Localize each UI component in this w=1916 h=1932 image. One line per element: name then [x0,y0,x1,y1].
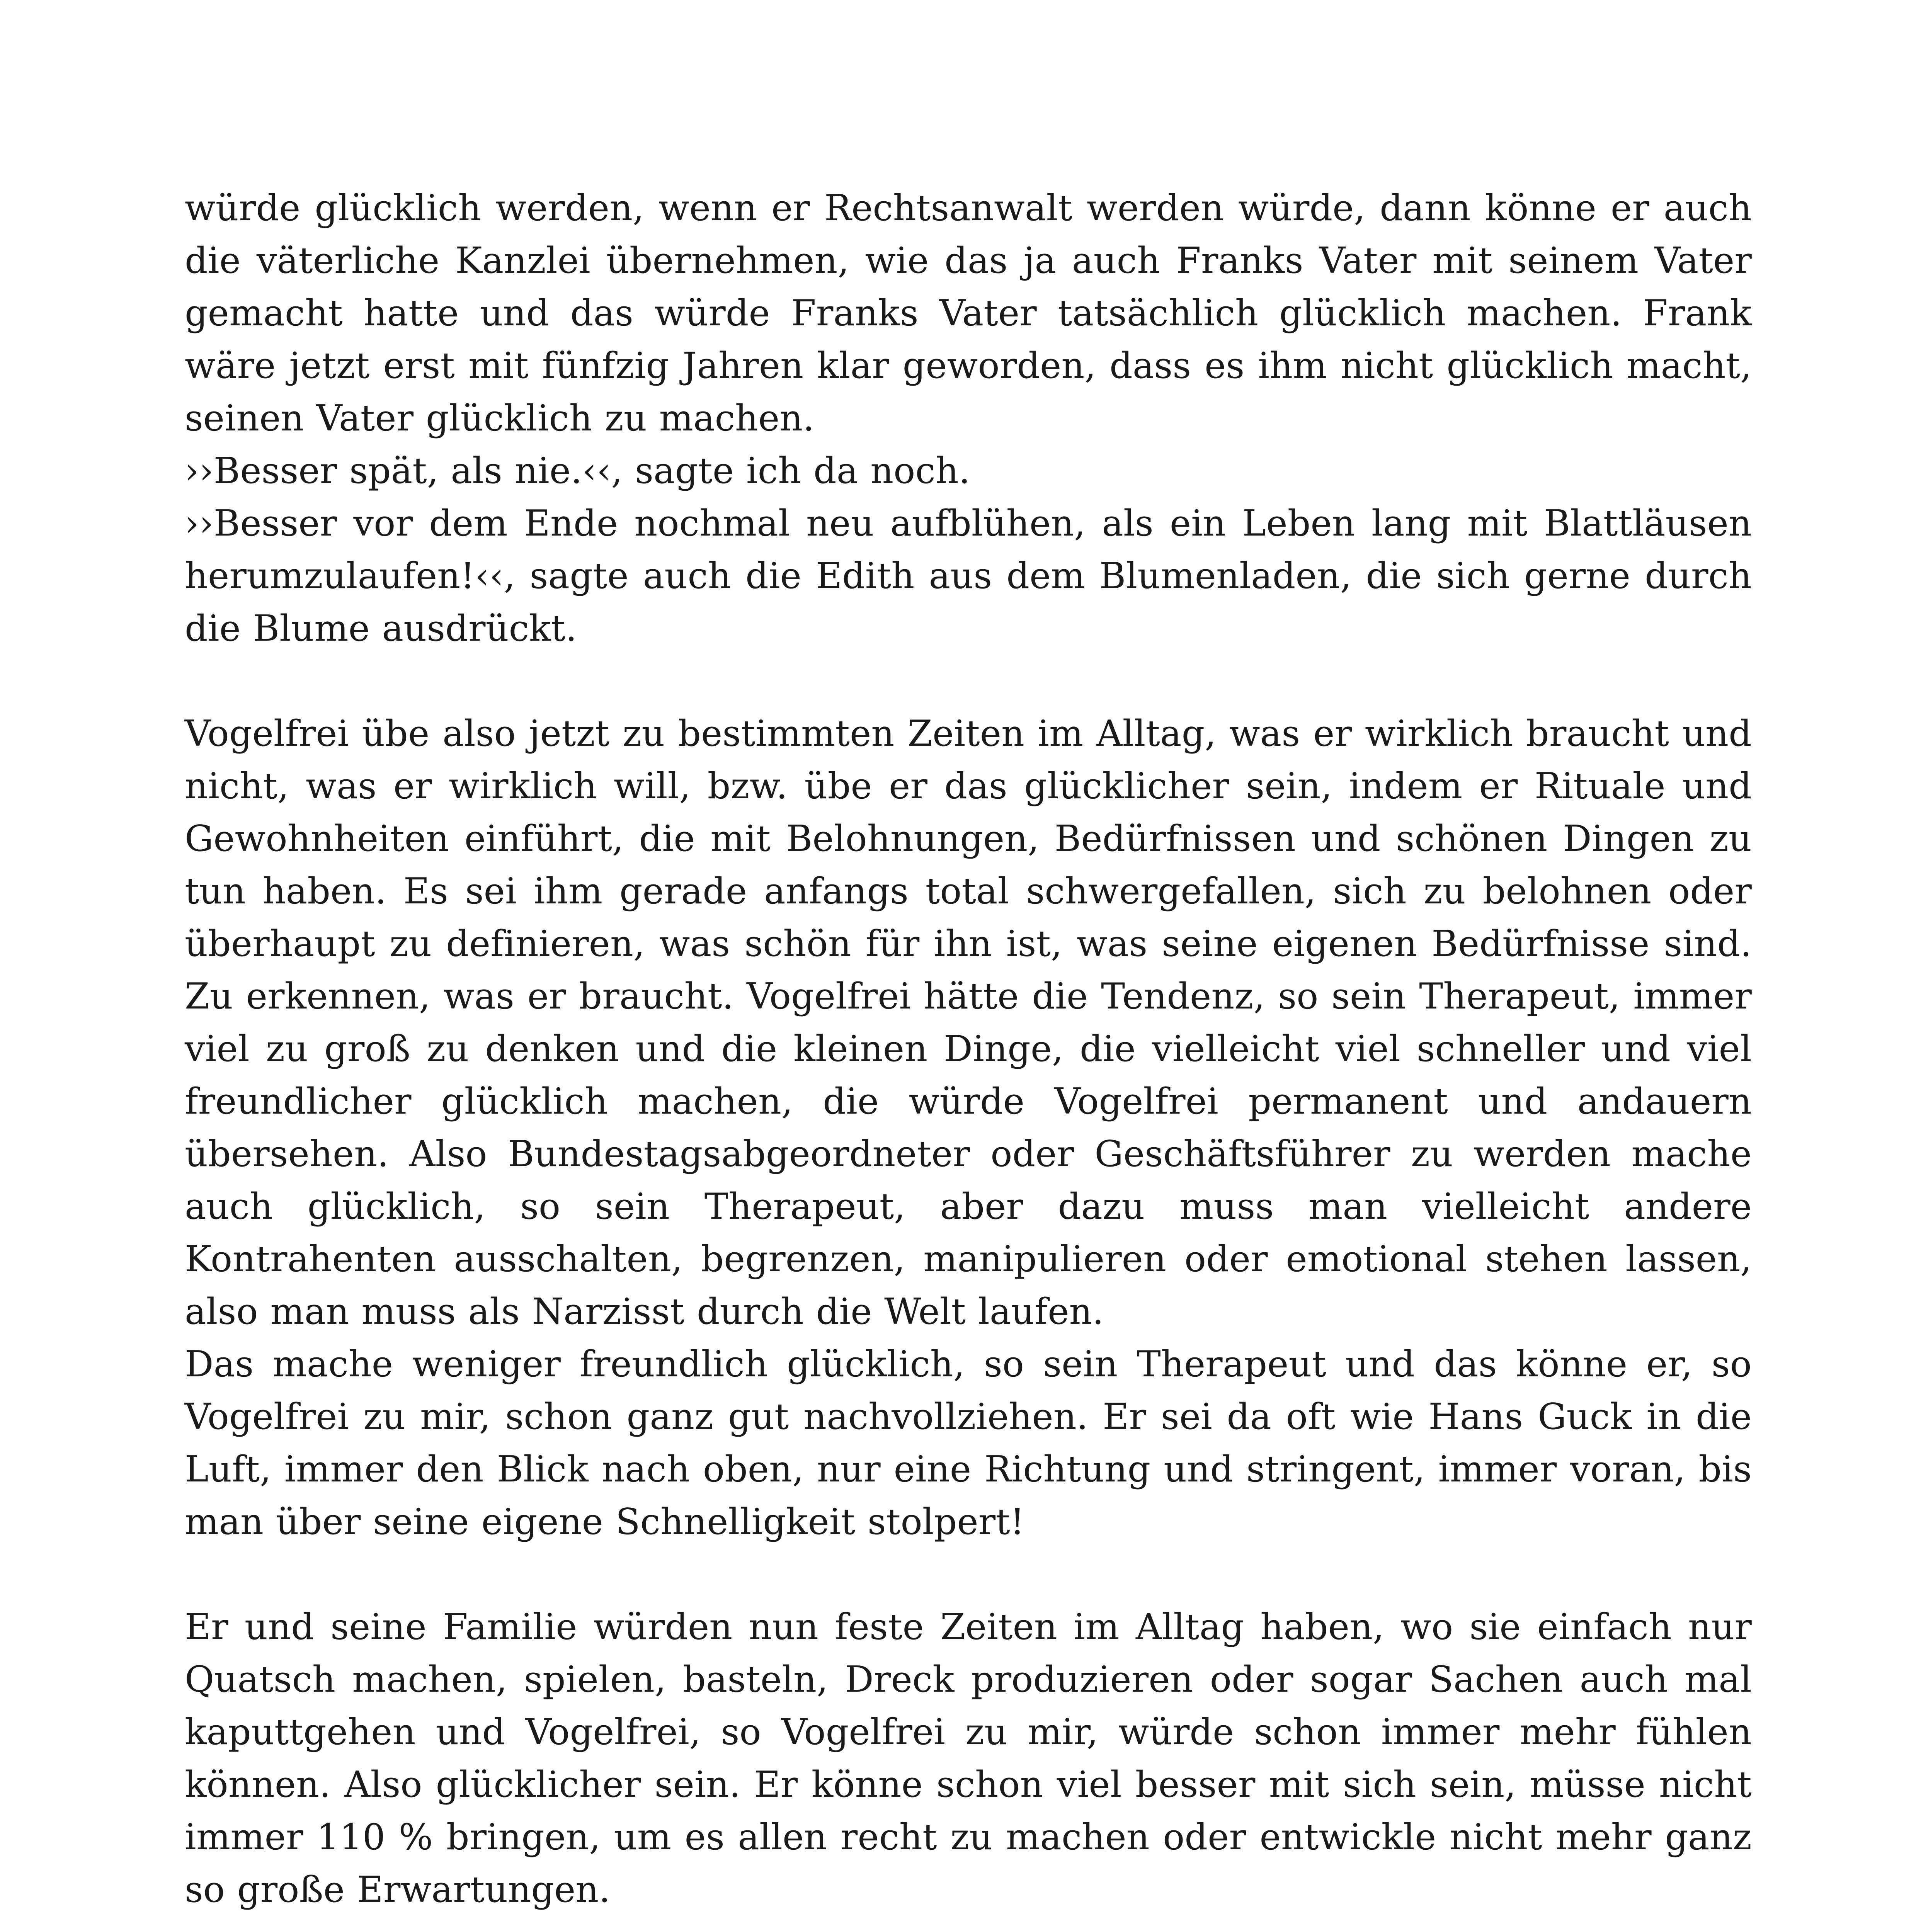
quote-edith-blumenladen: ››Besser vor dem Ende nochmal neu aufblühen, als ein Leben lang mit Blattläusen herumzulaufen!‹‹, sagte auch die Edith aus dem Blumenladen, die sich gerne durch die Blume ausdrückt. [185,502,1752,649]
paragraph-therapeut-gluecklich: Das mache weniger freundlich glücklich, so sein Therapeut und das könne er, so Vogelfrei zu mir, schon ganz gut nachvollziehen. Er sei da oft wie Hans Guck in die Luft, immer den Blick nach oben, nur eine Richtung und stringent, immer voran, bis man über seine eigene Schnelligkeit stolpert! [185,1343,1752,1543]
paragraph-gap [185,655,1752,707]
paragraph-vogelfrei-rituale: Vogelfrei übe also jetzt zu bestimmten Zeiten im Alltag, was er wirklich braucht und nicht, was er wirklich will, bzw. übe er das glücklicher sein, indem er Rituale und Gewohnheiten einführt, die mit Belohnungen, Bedürfnissen und schönen Dingen zu tun haben. Es sei ihm gerade anfangs total schwergefallen, sich zu belohnen oder überhaupt zu definieren, was schön für ihn ist, was seine eigenen Bedürfnisse sind. Zu erkennen, was er braucht. Vogelfrei hätte die Tendenz, so sein Therapeut, immer viel zu groß zu denken und die kleinen Dinge, die vielleicht viel schneller und viel freundlicher glücklich machen, die würde Vogelfrei permanent und andauern übersehen. Also Bundestagsabgeordneter oder Geschäftsführer zu werden mache auch glücklich, so sein Therapeut, aber dazu muss man vielleicht andere Kontrahenten ausschalten, begrenzen, manipulieren oder emotional stehen lassen, also man muss als Narzisst durch die Welt laufen. [185,713,1752,1332]
quote-besser-spaet: ››Besser spät, als nie.‹‹, sagte ich da noch. [185,450,970,492]
body-text [185,182,1752,1932]
paragraph-gap [185,1548,1752,1600]
paragraph-gap [185,1916,1752,1932]
paragraph-familie-zeiten: Er und seine Familie würden nun feste Zeiten im Alltag haben, wo sie einfach nur Quatsch machen, spielen, basteln, Dreck produzieren oder sogar Sachen auch mal kaputtgehen und Vogelfrei, so Vogelfrei zu mir, würde schon immer mehr fühlen können. Also glücklicher sein. Er könne schon viel besser mit sich sein, müsse nicht immer 110 % bringen, um es allen recht zu machen oder entwickle nicht mehr ganz so große Erwartungen. [185,1606,1752,1910]
paragraph-frank-father: würde glücklich werden, wenn er Rechtsanwalt werden würde, dann könne er auch die väterliche Kanzlei übernehmen, wie das ja auch Franks Vater mit seinem Vater gemacht hatte und das würde Franks Vater tatsächlich glücklich machen. Frank wäre jetzt erst mit fünfzig Jahren klar geworden, dass es ihm nicht glücklich macht, seinen Vater glücklich zu machen. [185,187,1752,439]
